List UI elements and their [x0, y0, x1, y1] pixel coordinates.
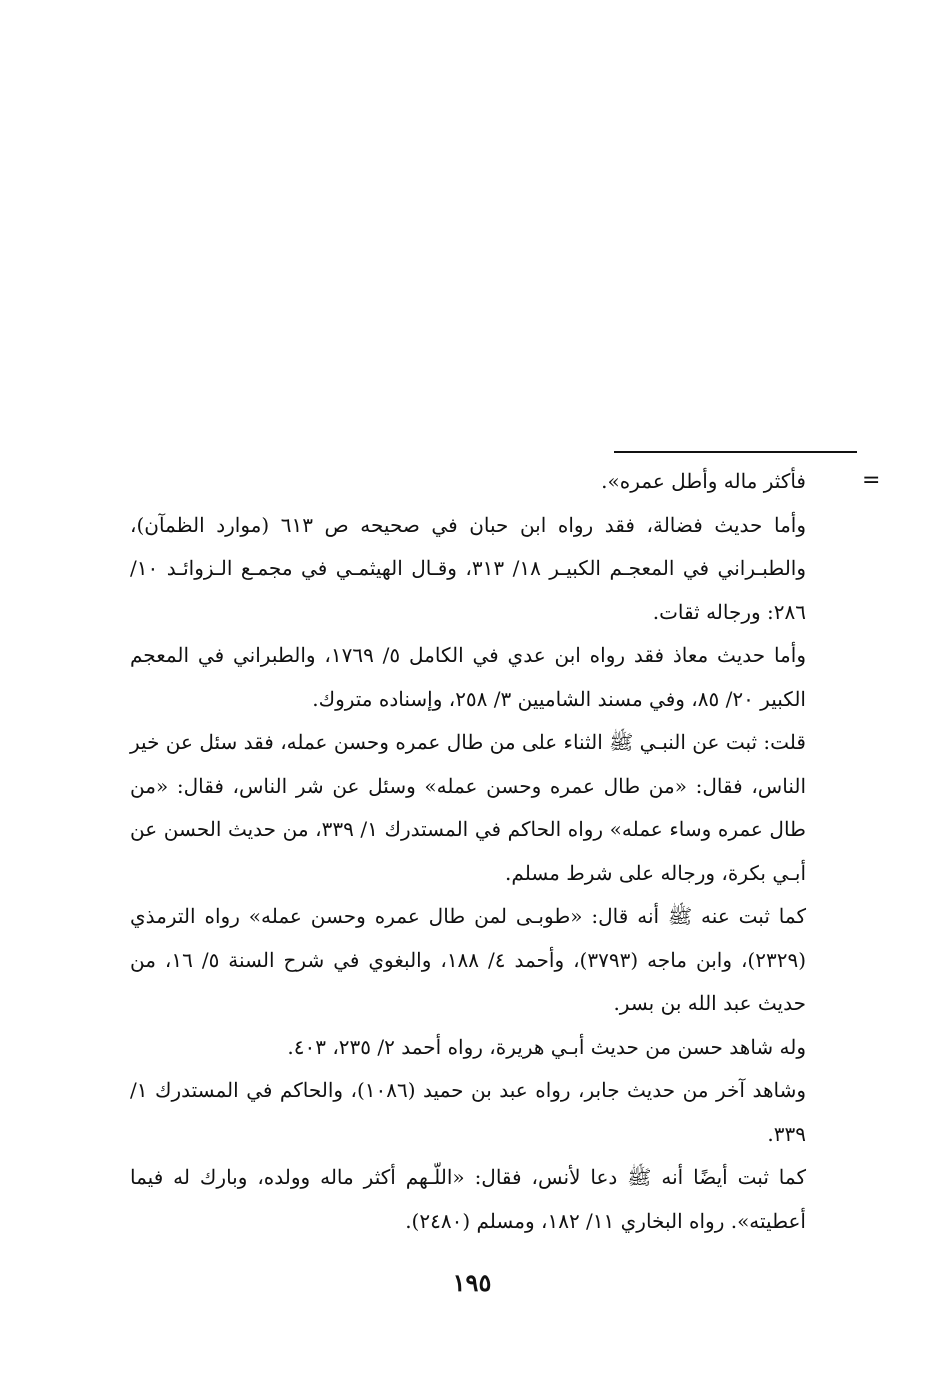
footnote-paragraph-1: فأكثر ماله وأطل عمره». [601, 469, 806, 493]
footnote-paragraph-6: وله شاهد حسن من حديث أبـي هريرة، رواه أحمد ٢/ ٢٣٥، ٤٠٣. [287, 1034, 806, 1059]
footnote-continuation-mark: = [862, 468, 881, 493]
footnote-paragraph-5: كما ثبت عنه ﷺ أنه قال: «طوبـى لمن طال عمره وحسن عمله» رواه الترمذي (٢٣٢٩)، وابن ماجه (٣٧٩٣)، وأحمد ٤/ ١٨٨، والبغوي في شرح السنة ٥/ ١٦، من حديث عبد الله بن بسر. [130, 904, 806, 1015]
footnote-paragraph-8: كما ثبت أيضًا أنه ﷺ دعا لأنس، فقال: «اللّـهم أكثر ماله وولده، وبارك له فيما أعطيته». رواه البخاري ١١/ ١٨٢، ومسلم (٢٤٨٠). [130, 1165, 806, 1233]
page-number: ١٩٥ [452, 1268, 492, 1297]
footnote-separator [614, 451, 857, 453]
footnote-body [130, 460, 806, 1243]
footnote-paragraph-2: وأما حديث فضالة، فقد رواه ابن حبان في صحيحه ص ٦١٣ (موارد الظمآن)، والطبـراني في المعجـم الكبيـر ١٨/ ٣١٣، وقـال الهيثمـي في مجمـع الـزوائـد ١٠/ ٢٨٦: ورجاله ثقات. [130, 512, 807, 624]
footnote-paragraph-4: قلت: ثبت عن النبـي ﷺ الثناء على من طال عمره وحسن عمله، فقد سئل عن خير الناس، فقال: «من طال عمره وحسن عمله» وسئل عن شر الناس، فقال: «من طال عمره وساء عمله» رواه الحاكم في المستدرك ١/ ٣٣٩، من حديث الحسن عن أبـي بكرة، ورجاله على شرط مسلم. [130, 730, 806, 885]
footnote-paragraph-3: وأما حديث معاذ فقد رواه ابن عدي في الكامل ٥/ ١٧٦٩، والطبراني في المعجم الكبير ٢٠/ ٨٥، وفي مسند الشاميين ٣/ ٢٥٨، وإسناده متروك. [130, 643, 806, 711]
footnote-paragraph-7: وشاهد آخر من حديث جابر، رواه عبد بن حميد (١٠٨٦)، والحاكم في المستدرك ١/ ٣٣٩. [130, 1078, 806, 1146]
